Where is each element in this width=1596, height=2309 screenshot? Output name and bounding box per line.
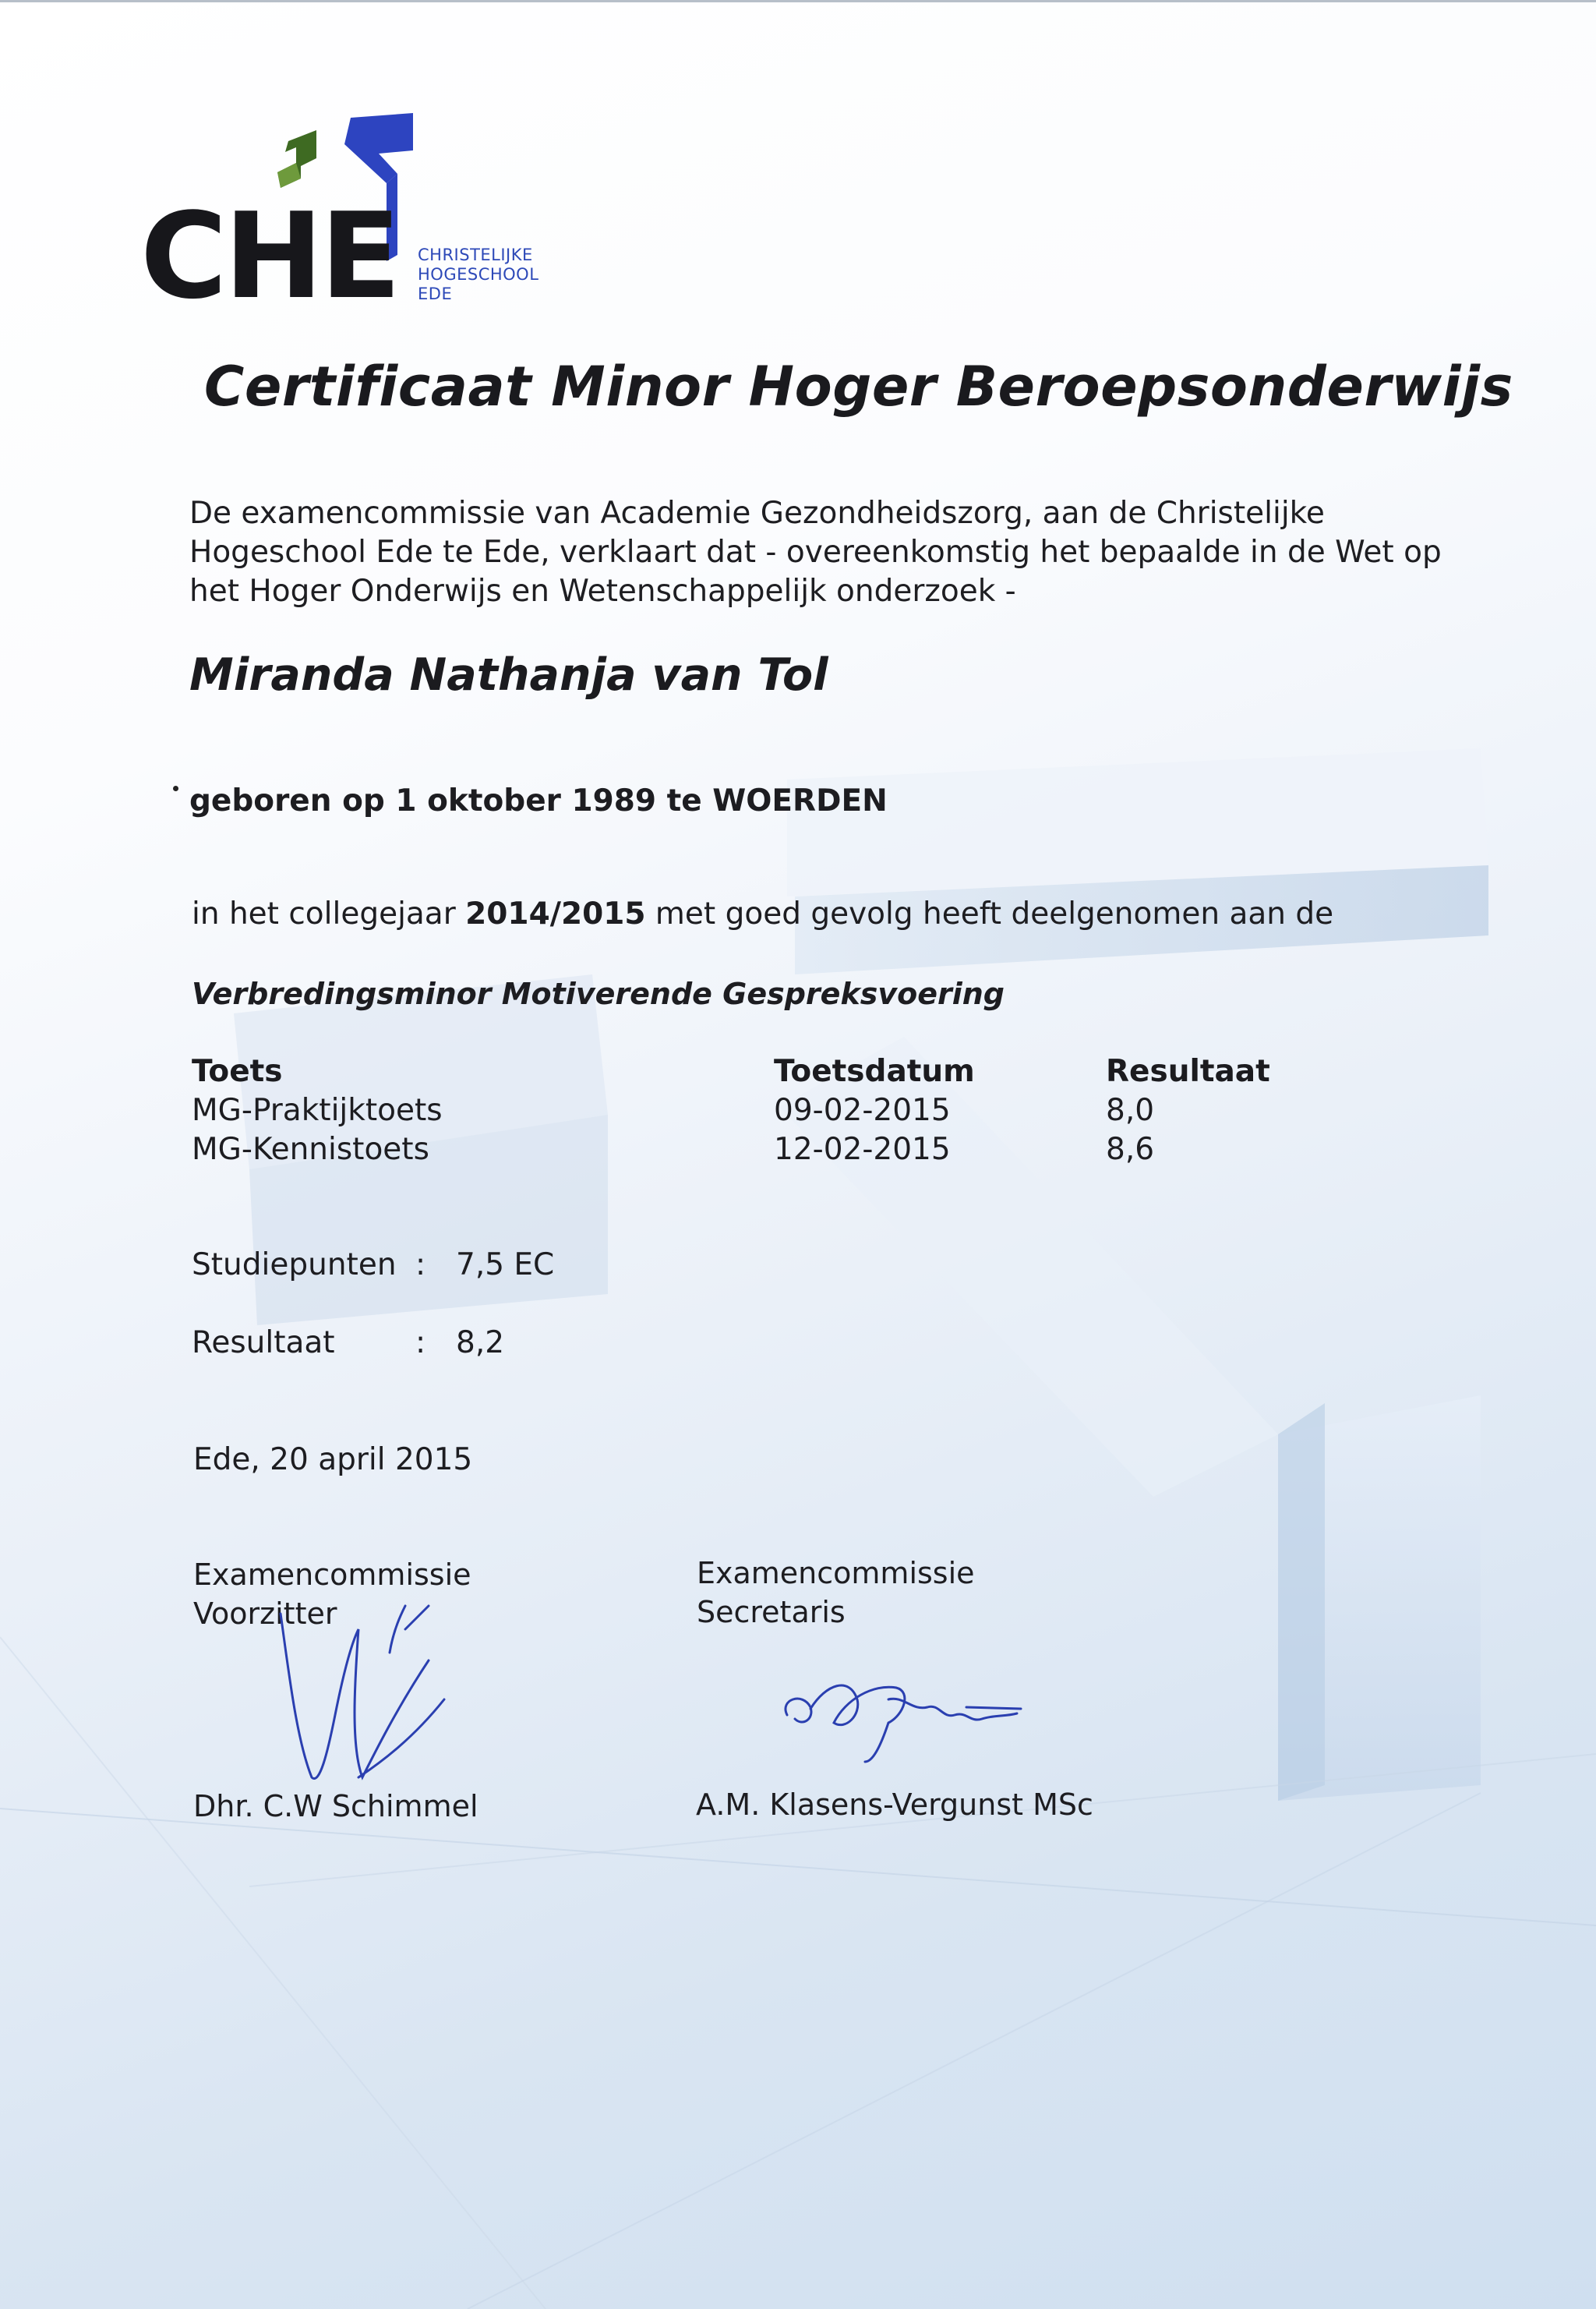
minor-name: Verbredingsminor Motiverende Gespreksvoering — [192, 977, 1005, 1011]
certificate-title: Certificaat Minor Hoger Beroepsonderwijs — [204, 355, 1513, 419]
intro-line: Hogeschool Ede te Ede, verklaart dat - overeenkomstig het bepaalde in de Wet op — [189, 535, 1442, 570]
column-header-date: Toetsdatum — [774, 1054, 975, 1089]
intro-line: De examencommissie van Academie Gezondheidszorg, aan de Christelijke — [189, 496, 1325, 531]
secretary-role-line1: Examencommissie — [697, 1556, 975, 1590]
table-cell-result: 8,0 — [1106, 1093, 1155, 1128]
final-result-separator: : — [415, 1325, 426, 1360]
place-and-date: Ede, 20 april 2015 — [193, 1442, 473, 1477]
top-border — [0, 0, 1596, 2]
chair-role-line2: Voorzitter — [193, 1596, 337, 1631]
academic-year: 2014/2015 — [465, 896, 646, 932]
participation-statement — [192, 896, 1333, 932]
bullet-mark — [173, 786, 178, 791]
chair-signature — [265, 1598, 483, 1793]
chair-name: Dhr. C.W Schimmel — [193, 1789, 478, 1823]
che-logo — [140, 113, 577, 325]
birth-details: geboren op 1 oktober 1989 te WOERDEN — [189, 783, 888, 819]
credits-label: Studiepunten — [192, 1247, 397, 1282]
logo-letters: CHE — [140, 187, 398, 325]
column-header-result: Resultaat — [1106, 1054, 1270, 1089]
intro-paragraph — [189, 494, 1475, 611]
table-cell-test: MG-Praktijktoets — [192, 1093, 443, 1128]
column-header-test: Toets — [192, 1054, 283, 1089]
chair-role-line1: Examencommissie — [193, 1558, 471, 1592]
intro-line: het Hoger Onderwijs en Wetenschappelijk onderzoek - — [189, 574, 1016, 609]
secretary-signature — [772, 1653, 1036, 1770]
secretary-role-line2: Secretaris — [697, 1595, 846, 1629]
table-cell-date: 09-02-2015 — [774, 1093, 951, 1128]
credits-value: 7,5 EC — [456, 1247, 555, 1282]
participation-prefix: in het collegejaar — [192, 896, 456, 932]
logo-subtitle-line1: CHRISTELIJKE — [418, 246, 533, 264]
logo-subtitle-line2: HOGESCHOOL — [418, 265, 539, 284]
table-cell-date: 12-02-2015 — [774, 1132, 951, 1167]
table-cell-test: MG-Kennistoets — [192, 1132, 429, 1167]
logo-subtitle-line3: EDE — [418, 285, 453, 303]
table-cell-result: 8,6 — [1106, 1132, 1155, 1167]
participation-suffix: met goed gevolg heeft deelgenomen aan de — [655, 896, 1334, 932]
student-name: Miranda Nathanja van Tol — [189, 649, 828, 701]
final-result-value: 8,2 — [456, 1325, 505, 1360]
credits-separator: : — [415, 1247, 426, 1282]
final-result-label: Resultaat — [192, 1325, 335, 1360]
secretary-name: A.M. Klasens-Vergunst MSc — [696, 1787, 1093, 1822]
